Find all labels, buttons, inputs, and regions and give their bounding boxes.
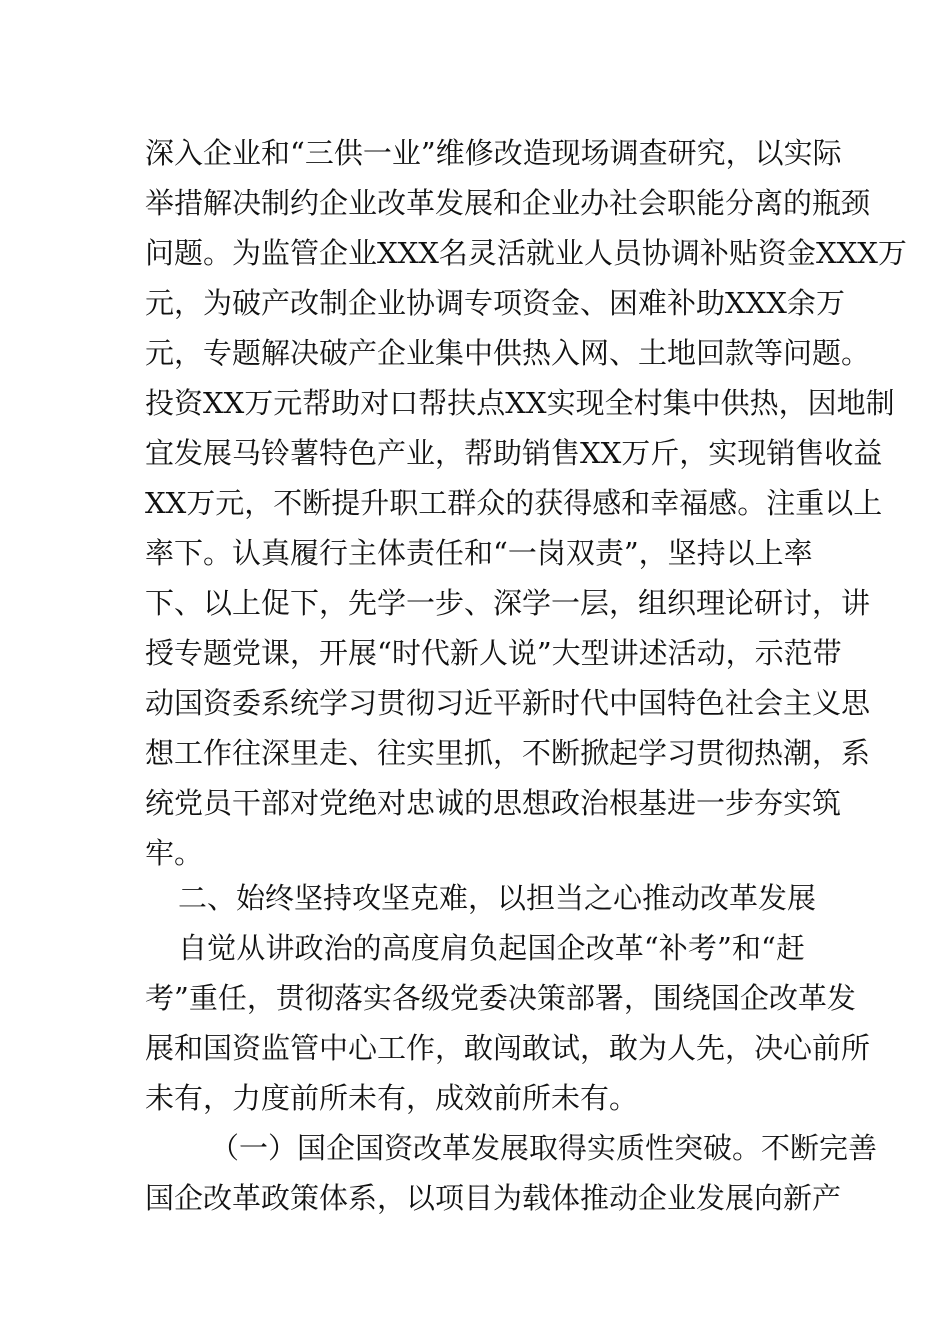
paragraph-line: 想工作往深里走、往实里抓，不断掀起学习贯彻热潮，系: [145, 736, 871, 770]
paragraph-line: 动国资委系统学习贯彻习近平新时代中国特色社会主义思: [145, 686, 871, 720]
paragraph-line: 投资XX万元帮助对口帮扶点XX实现全村集中供热，因地制: [145, 386, 895, 420]
paragraph-line: 深入企业和“三供一业”维修改造现场调查研究，以实际: [145, 136, 842, 170]
subsection-line: （一）国企国资改革发展取得实质性突破。不断完善: [210, 1131, 878, 1165]
paragraph-line: 宜发展马铃薯特色产业，帮助销售XX万斤，实现销售收益: [145, 436, 883, 470]
paragraph-line: 问题。为监管企业XXX名灵活就业人员协调补贴资金XXX万: [145, 236, 907, 270]
paragraph-line: 率下。认真履行主体责任和“一岗双责”，坚持以上率: [145, 536, 813, 570]
paragraph-line: 牢。: [145, 836, 204, 870]
paragraph-line: 未有，力度前所未有，成效前所未有。: [145, 1081, 639, 1115]
paragraph-line: 考”重任，贯彻落实各级党委决策部署，围绕国企改革发: [145, 981, 856, 1015]
section-heading: 二、始终坚持攻坚克难，以担当之心推动改革发展: [178, 881, 817, 915]
paragraph-line: 举措解决制约企业改革发展和企业办社会职能分离的瓶颈: [145, 186, 871, 220]
paragraph-line: 下、以上促下，先学一步、深学一层，组织理论研讨，讲: [145, 586, 871, 620]
paragraph-line: XX万元，不断提升职工群众的获得感和幸福感。注重以上: [145, 486, 883, 520]
paragraph-line: 元，专题解决破产企业集中供热入网、土地回款等问题。: [145, 336, 871, 370]
paragraph-line: 自觉从讲政治的高度肩负起国企改革“补考”和“赶: [178, 931, 805, 965]
paragraph-line: 国企改革政策体系，以项目为载体推动企业发展向新产: [145, 1181, 842, 1215]
paragraph-line: 元，为破产改制企业协调专项资金、困难补助XXX余万: [145, 286, 845, 320]
paragraph-line: 统党员干部对党绝对忠诚的思想政治根基进一步夯实筑: [145, 786, 842, 820]
paragraph-line: 授专题党课，开展“时代新人说”大型讲述活动，示范带: [145, 636, 842, 670]
paragraph-line: 展和国资监管中心工作，敢闯敢试，敢为人先，决心前所: [145, 1031, 871, 1065]
